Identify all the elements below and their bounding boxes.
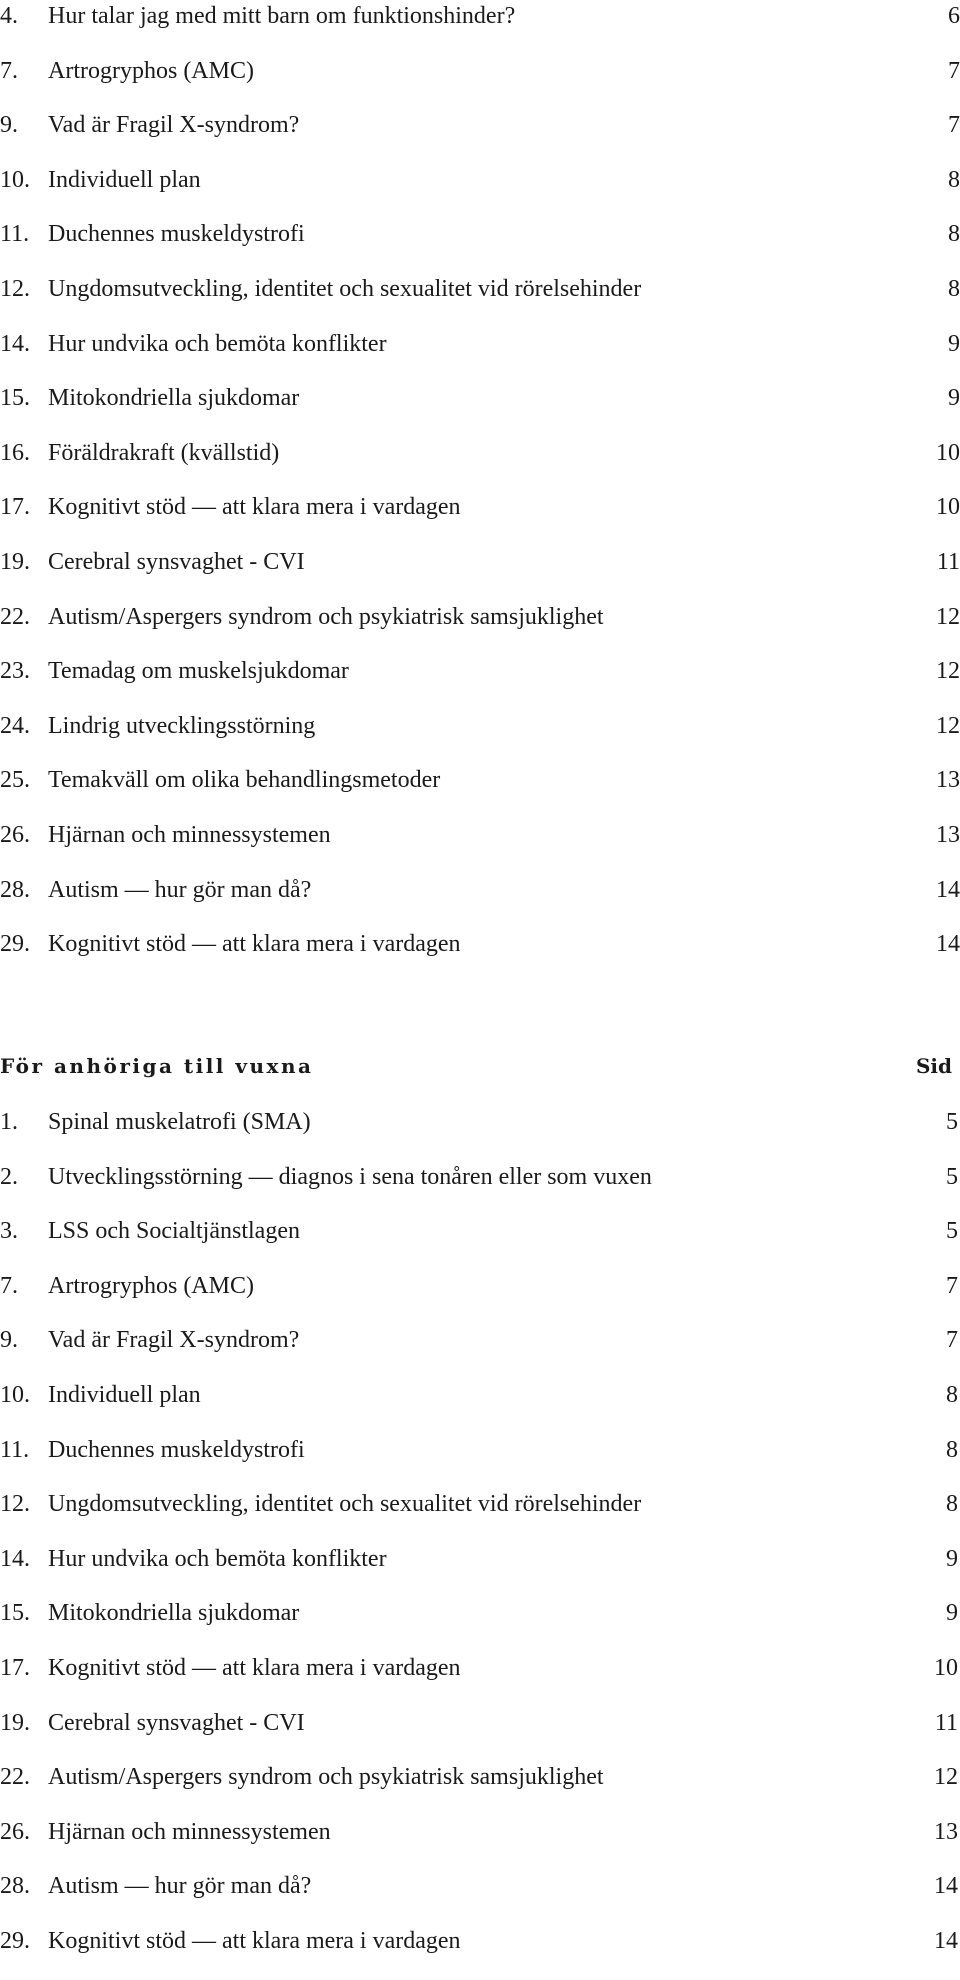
toc-entry xyxy=(0,1324,960,1379)
toc-entry xyxy=(0,1816,960,1871)
entry-title: Lindrig utvecklingsstörning xyxy=(48,712,316,739)
entry-page-number: 7 xyxy=(948,112,960,139)
entry-number: 19. xyxy=(0,548,30,575)
entry-number: 24. xyxy=(0,712,30,739)
toc-list-children xyxy=(0,0,960,983)
entry-title: Autism/Aspergers syndrom och psykiatrisk samsjuklighet xyxy=(48,1764,604,1791)
entry-number: 28. xyxy=(0,876,30,903)
entry-page-number: 8 xyxy=(948,275,960,302)
entry-title: Vad är Fragil X-syndrom? xyxy=(48,1327,300,1354)
entry-number: 11. xyxy=(0,1436,30,1463)
entry-page-number: 12 xyxy=(936,658,960,685)
entry-title: Hur undvika och bemöta konflikter xyxy=(48,1545,387,1572)
entry-page-number: 6 xyxy=(948,3,960,29)
entry-number: 26. xyxy=(0,821,30,848)
entry-number: 23. xyxy=(0,658,30,685)
entry-page-number: 8 xyxy=(946,1491,958,1518)
entry-number: 7. xyxy=(0,57,18,84)
toc-entry xyxy=(0,764,960,819)
toc-entry xyxy=(0,109,960,164)
entry-page-number: 9 xyxy=(946,1600,958,1627)
toc-entry xyxy=(0,491,960,546)
entry-title: Kognitivt stöd — att klara mera i vardagen xyxy=(48,1927,461,1954)
entry-number: 29. xyxy=(0,1927,30,1954)
entry-title: Hjärnan och minnessystemen xyxy=(48,821,331,848)
toc-entry xyxy=(0,1925,960,1980)
entry-number: 12. xyxy=(0,275,30,302)
toc-entry xyxy=(0,1870,960,1925)
entry-page-number: 7 xyxy=(946,1327,958,1354)
entry-title: Kognitivt stöd — att klara mera i vardagen xyxy=(48,494,461,521)
toc-list-adults xyxy=(0,1106,960,1980)
entry-title: Autism/Aspergers syndrom och psykiatrisk samsjuklighet xyxy=(48,603,604,630)
entry-title: Mitokondriella sjukdomar xyxy=(48,385,300,412)
entry-number: 11. xyxy=(0,221,30,248)
entry-title: Individuell plan xyxy=(48,166,201,193)
entry-title: Duchennes muskeldystrofi xyxy=(48,221,305,248)
entry-title: Ungdomsutveckling, identitet och sexualitet vid rörelsehinder xyxy=(48,275,642,302)
entry-title: Utvecklingsstörning — diagnos i sena tonåren eller som vuxen xyxy=(48,1163,652,1190)
section-title: För anhöriga till vuxna xyxy=(0,1054,314,1078)
toc-entry xyxy=(0,1652,960,1707)
toc-entry xyxy=(0,928,960,983)
toc-entry xyxy=(0,1215,960,1270)
entry-title: Cerebral synsvaghet - CVI xyxy=(48,1709,305,1736)
entry-title: Hur undvika och bemöta konflikter xyxy=(48,330,387,357)
entry-title: Temadag om muskelsjukdomar xyxy=(48,658,349,685)
toc-entry xyxy=(0,1488,960,1543)
entry-number: 22. xyxy=(0,1764,30,1791)
toc-entry xyxy=(0,874,960,929)
toc-entry xyxy=(0,1761,960,1816)
entry-page-number: 7 xyxy=(948,57,960,84)
entry-title: Cerebral synsvaghet - CVI xyxy=(48,548,305,575)
toc-entry xyxy=(0,1161,960,1216)
toc-entry xyxy=(0,328,960,383)
toc-entry xyxy=(0,382,960,437)
entry-page-number: 5 xyxy=(946,1109,958,1135)
entry-number: 15. xyxy=(0,1600,30,1627)
entry-page-number: 8 xyxy=(948,221,960,248)
entry-page-number: 10 xyxy=(936,439,960,466)
toc-entry xyxy=(0,710,960,765)
entry-title: Vad är Fragil X-syndrom? xyxy=(48,112,300,139)
toc-entry xyxy=(0,1707,960,1762)
entry-page-number: 11 xyxy=(936,548,960,575)
toc-entry xyxy=(0,218,960,273)
entry-title: Artrogryphos (AMC) xyxy=(48,57,254,84)
entry-number: 19. xyxy=(0,1709,30,1736)
toc-entry xyxy=(0,1434,960,1489)
entry-number: 17. xyxy=(0,494,30,521)
entry-page-number: 8 xyxy=(946,1381,958,1408)
toc-entry xyxy=(0,1106,960,1161)
entry-number: 26. xyxy=(0,1818,30,1845)
entry-title: LSS och Socialtjänstlagen xyxy=(48,1218,300,1245)
entry-number: 28. xyxy=(0,1873,30,1900)
entry-number: 10. xyxy=(0,1381,30,1408)
entry-number: 2. xyxy=(0,1163,18,1190)
toc-entry xyxy=(0,273,960,328)
toc-entry xyxy=(0,437,960,492)
section-heading-adults xyxy=(0,1050,960,1090)
toc-entry xyxy=(0,55,960,110)
entry-number: 22. xyxy=(0,603,30,630)
entry-title: Duchennes muskeldystrofi xyxy=(48,1436,305,1463)
entry-title: Autism — hur gör man då? xyxy=(48,1873,312,1900)
toc-entry xyxy=(0,655,960,710)
entry-title: Individuell plan xyxy=(48,1381,201,1408)
entry-number: 9. xyxy=(0,1327,18,1354)
entry-number: 14. xyxy=(0,330,30,357)
entry-page-number: 14 xyxy=(934,1873,958,1900)
entry-number: 29. xyxy=(0,931,30,958)
entry-page-number: 8 xyxy=(948,166,960,193)
entry-page-number: 8 xyxy=(946,1436,958,1463)
entry-title: Ungdomsutveckling, identitet och sexualitet vid rörelsehinder xyxy=(48,1491,642,1518)
toc-entry xyxy=(0,1597,960,1652)
entry-title: Kognitivt stöd — att klara mera i vardagen xyxy=(48,931,461,958)
entry-title: Mitokondriella sjukdomar xyxy=(48,1600,300,1627)
entry-page-number: 12 xyxy=(936,712,960,739)
entry-title: Autism — hur gör man då? xyxy=(48,876,312,903)
entry-number: 1. xyxy=(0,1109,18,1135)
toc-entry xyxy=(0,1543,960,1598)
toc-entry xyxy=(0,0,960,55)
entry-number: 17. xyxy=(0,1654,30,1681)
entry-number: 14. xyxy=(0,1545,30,1572)
toc-entry xyxy=(0,819,960,874)
entry-page-number: 9 xyxy=(948,385,960,412)
entry-page-number: 11 xyxy=(934,1709,958,1736)
entry-number: 25. xyxy=(0,767,30,794)
entry-page-number: 12 xyxy=(936,603,960,630)
toc-entry xyxy=(0,1379,960,1434)
entry-page-number: 13 xyxy=(936,767,960,794)
entry-page-number: 12 xyxy=(934,1764,958,1791)
entry-page-number: 14 xyxy=(936,876,960,903)
entry-title: Föräldrakraft (kvällstid) xyxy=(48,439,280,466)
entry-page-number: 13 xyxy=(934,1818,958,1845)
entry-page-number: 7 xyxy=(946,1272,958,1299)
toc-entry xyxy=(0,546,960,601)
entry-number: 16. xyxy=(0,439,30,466)
entry-number: 3. xyxy=(0,1218,18,1245)
entry-title: Artrogryphos (AMC) xyxy=(48,1272,254,1299)
entry-number: 9. xyxy=(0,112,18,139)
entry-page-number: 5 xyxy=(946,1218,958,1245)
entry-number: 7. xyxy=(0,1272,18,1299)
entry-number: 15. xyxy=(0,385,30,412)
entry-page-number: 13 xyxy=(936,821,960,848)
entry-number: 12. xyxy=(0,1491,30,1518)
entry-page-number: 10 xyxy=(936,494,960,521)
entry-title: Hjärnan och minnessystemen xyxy=(48,1818,331,1845)
entry-page-number: 14 xyxy=(936,931,960,958)
entry-page-number: 9 xyxy=(948,330,960,357)
entry-number: 4. xyxy=(0,3,18,29)
page-column-label: Sid xyxy=(915,1054,952,1078)
entry-page-number: 14 xyxy=(934,1927,958,1954)
toc-entry xyxy=(0,1270,960,1325)
entry-title: Temakväll om olika behandlingsmetoder xyxy=(48,767,441,794)
entry-title: Spinal muskelatrofi (SMA) xyxy=(48,1109,311,1135)
entry-title: Hur talar jag med mitt barn om funktionshinder? xyxy=(48,3,516,29)
entry-page-number: 10 xyxy=(934,1654,958,1681)
entry-page-number: 5 xyxy=(946,1163,958,1190)
entry-number: 10. xyxy=(0,166,30,193)
entry-page-number: 9 xyxy=(946,1545,958,1572)
toc-entry xyxy=(0,601,960,656)
entry-title: Kognitivt stöd — att klara mera i vardagen xyxy=(48,1654,461,1681)
toc-entry xyxy=(0,164,960,219)
